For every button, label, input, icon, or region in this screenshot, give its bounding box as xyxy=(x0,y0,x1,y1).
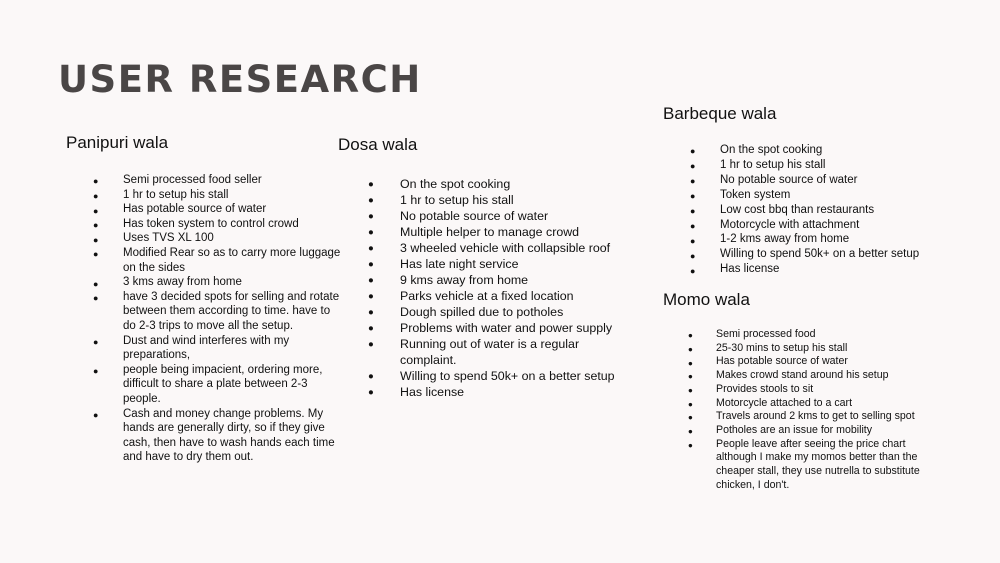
list-item: ● Uses TVS XL 100 xyxy=(66,231,346,246)
barbeque-section xyxy=(663,104,963,277)
dosa-list xyxy=(338,176,638,400)
list-item: ● 9 kms away from home xyxy=(338,272,638,288)
list-item: ● Semi processed food seller xyxy=(66,173,346,188)
list-item: ● Motorcycle attached to a cart xyxy=(663,397,926,411)
list-item: ● Token system xyxy=(663,188,963,203)
list-item: ● 1 hr to setup his stall xyxy=(663,158,963,173)
list-item: ● 1 hr to setup his stall xyxy=(338,192,638,208)
list-item: ● Multiple helper to manage crowd xyxy=(338,224,638,240)
list-item: ● people being impacient, ordering more, difficult to share a plate between 2-3 people. xyxy=(66,363,346,407)
list-item: ● Modified Rear so as to carry more luggage on the sides xyxy=(66,246,346,275)
list-item: ● Dust and wind interferes with my preparations, xyxy=(66,334,346,363)
list-item: ● No potable source of water xyxy=(338,208,638,224)
list-item: ● 1 hr to setup his stall xyxy=(66,188,346,203)
list-item: ● 25-30 mins to setup his stall xyxy=(663,342,926,356)
barbeque-list xyxy=(663,143,963,277)
list-item: ● Has late night service xyxy=(338,256,638,272)
list-item: ● Problems with water and power supply xyxy=(338,320,638,336)
list-item: ● No potable source of water xyxy=(663,173,963,188)
list-item: ● Cash and money change problems. My hands are generally dirty, so if they give cash, then have to wash hands each time and have to dry them out. xyxy=(66,407,346,465)
list-item: ● have 3 decided spots for selling and rotate between them according to time. have to do 2-3 trips to move all the setup. xyxy=(66,290,346,334)
momo-list xyxy=(663,328,963,492)
list-item: ● People leave after seeing the price chart although I make my momos better than the cheaper stall, they use nutrella to substitute chicken, I don't. xyxy=(663,438,926,493)
list-item: ● Willing to spend 50k+ on a better setup xyxy=(663,247,963,262)
momo-heading: Momo wala xyxy=(663,290,750,309)
list-item: ● Makes crowd stand around his setup xyxy=(663,369,926,383)
list-item: ● Has potable source of water xyxy=(663,355,926,369)
list-item: ● Willing to spend 50k+ on a better setup xyxy=(338,368,638,384)
panipuri-section xyxy=(66,133,346,465)
barbeque-heading: Barbeque wala xyxy=(663,104,777,123)
list-item: ● 3 kms away from home xyxy=(66,275,346,290)
dosa-section xyxy=(338,135,638,400)
panipuri-heading: Panipuri wala xyxy=(66,133,169,152)
dosa-heading: Dosa wala xyxy=(338,135,418,154)
list-item: ● Running out of water is a regular complaint. xyxy=(338,336,638,368)
list-item: ● On the spot cooking xyxy=(338,176,638,192)
list-item: ● Has potable source of water xyxy=(66,202,346,217)
list-item: ● Travels around 2 kms to get to selling spot xyxy=(663,410,926,424)
page-title: USER RESEARCH xyxy=(58,58,422,101)
list-item: ● Semi processed food xyxy=(663,328,926,342)
list-item: ● 3 wheeled vehicle with collapsible roof xyxy=(338,240,638,256)
list-item: ● Has token system to control crowd xyxy=(66,217,346,232)
list-item: ● Parks vehicle at a fixed location xyxy=(338,288,638,304)
momo-section xyxy=(663,290,963,492)
list-item: ● Low cost bbq than restaurants xyxy=(663,203,963,218)
list-item: ● On the spot cooking xyxy=(663,143,963,158)
list-item: ● Dough spilled due to potholes xyxy=(338,304,638,320)
list-item: ● Has license xyxy=(663,262,963,277)
list-item: ● Motorcycle with attachment xyxy=(663,218,963,233)
list-item: ● 1-2 kms away from home xyxy=(663,232,963,247)
list-item: ● Potholes are an issue for mobility xyxy=(663,424,926,438)
list-item: ● Has license xyxy=(338,384,638,400)
panipuri-list xyxy=(66,173,346,465)
list-item: ● Provides stools to sit xyxy=(663,383,926,397)
